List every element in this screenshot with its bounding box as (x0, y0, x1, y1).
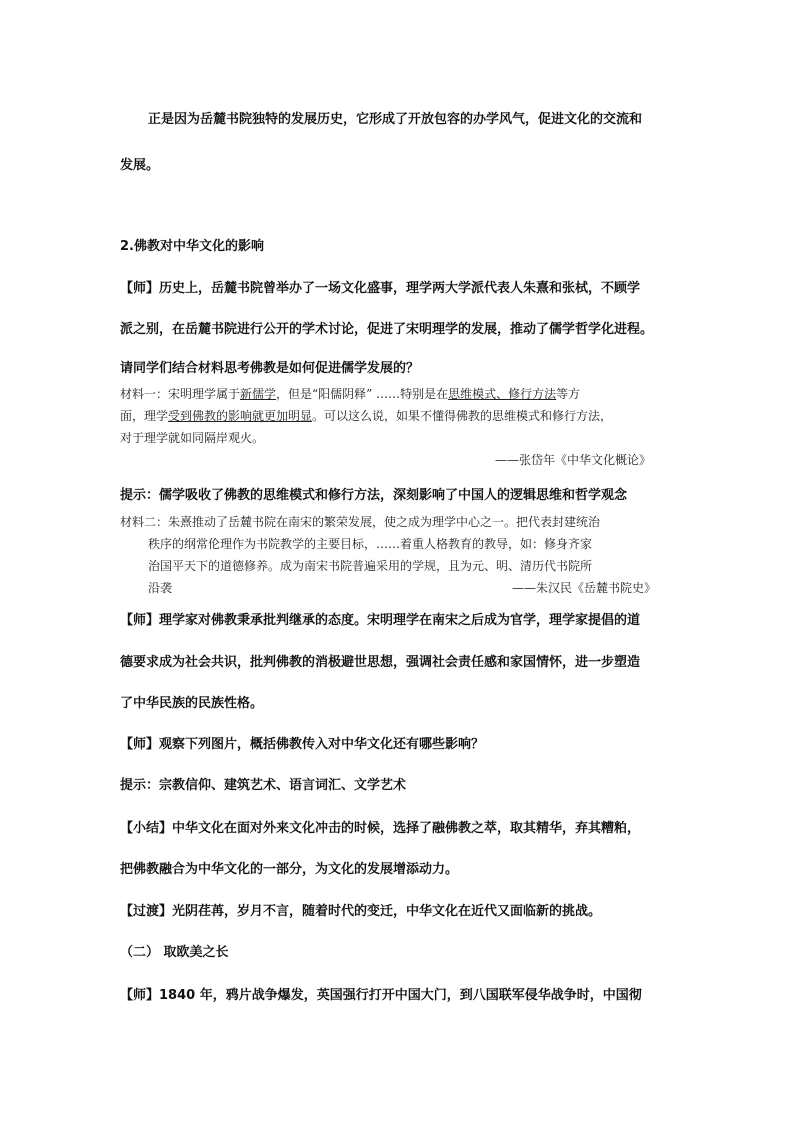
material-2-line-1: 材料二：朱熹推动了岳麓书院在南宋的繁荣发展，使之成为理学中心之一。把代表封建统治 (120, 515, 601, 529)
transition: 【过渡】光阴荏苒，岁月不言，随着时代的变迁，中华文化在近代又面临新的挑战。 (120, 904, 602, 919)
material-2-source: ——朱汉民《岳麓书院史》 (512, 581, 657, 595)
teacher-paragraph-1-line-1: 【师】历史上，岳麓书院曾举办了一场文化盛事，理学两大学派代表人朱熹和张栻，不顾学 (120, 281, 641, 296)
material-1-line-2: 面，理学受到佛教的影响就更加明显。可以这么说，如果不懂得佛教的思维模式和修行方法， (120, 409, 613, 423)
teacher-paragraph-2-line-3: 了中华民族的民族性格。 (120, 696, 264, 711)
summary-line-1: 【小结】中华文化在面对外来文化冲击的时候，选择了融佛教之萃，取其精华，弃其糟粕， (120, 821, 641, 836)
section-heading-buddhism: 2.佛教对中华文化的影响 (120, 239, 264, 254)
hint-2: 提示：宗教信仰、建筑艺术、语言词汇、文学艺术 (120, 778, 407, 793)
teacher-paragraph-4: 【师】1840 年，鸦片战争爆发，英国强行打开中国大门，到八国联军侵华战争时，中国彻 (120, 988, 642, 1003)
material-1-line-1: 材料一：宋明理学属于新儒学，但是“阳儒阴释” ……特别是在思维模式、修行方法等方 (120, 387, 581, 401)
teacher-paragraph-2-line-1: 【师】理学家对佛教秉承批判继承的态度。宋明理学在南宋之后成为官学，理学家提倡的道 (120, 613, 641, 628)
teacher-paragraph-1-line-2: 派之别，在岳麓书院进行公开的学术讨论，促进了宋明理学的发展，推动了儒学哲学化进程。 (120, 322, 654, 337)
teacher-paragraph-2-line-2: 德要求成为社会共识，批判佛教的消极避世思想，强调社会责任感和家国情怀，进一步塑造 (120, 655, 641, 670)
hint-1: 提示：儒学吸收了佛教的思维模式和修行方法，深刻影响了中国人的逻辑思维和哲学观念 (120, 488, 628, 503)
summary-line-2: 把佛教融合为中华文化的一部分，为文化的发展增添动力。 (120, 862, 459, 877)
teacher-paragraph-3: 【师】观察下列图片，概括佛教传入对中华文化还有哪些影响？ (120, 737, 485, 752)
section-heading-europe-america: （二） 取欧美之长 (120, 945, 229, 960)
material-1-source: ——张岱年《中华文化概论》 (495, 453, 652, 467)
intro-line-1: 正是因为岳麓书院独特的发展历史，它形成了开放包容的办学风气，促进文化的交流和 (148, 112, 643, 127)
material-2-line-3: 治国平天下的道德修养。成为南宋书院普遍采用的学规，且为元、明、清历代书院所 (148, 559, 593, 573)
material-2-line-4: 沿袭 (148, 581, 173, 595)
material-2-line-2: 秩序的纲常伦理作为书院教学的主要目标，……着重人格教育的教导，如：修身齐家 (148, 537, 593, 551)
material-1-line-3: 对于理学就如同隔岸观火。 (120, 431, 265, 445)
question-1: 请同学们结合材料思考佛教是如何促进儒学发展的？ (120, 361, 420, 376)
intro-line-2: 发展。 (120, 158, 160, 173)
